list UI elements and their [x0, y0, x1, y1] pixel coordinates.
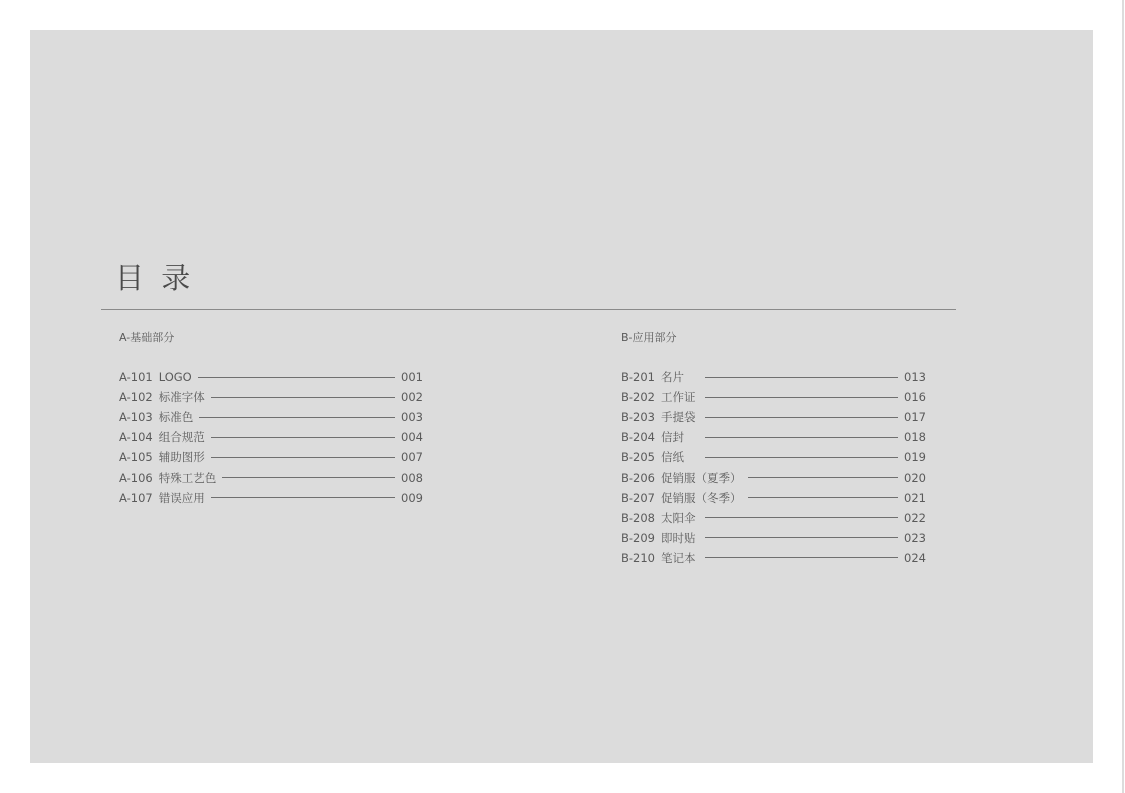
section-a-list	[119, 367, 423, 508]
entry-name: 信封	[661, 430, 684, 445]
toc-entry[interactable]	[119, 488, 423, 508]
entry-code: A-107	[119, 490, 153, 505]
entry-name: 信纸	[661, 450, 684, 465]
entry-page-number: 007	[401, 450, 423, 465]
entry-code: B-202	[621, 390, 655, 405]
entry-name: 特殊工艺色	[158, 470, 217, 485]
leader-line	[705, 537, 898, 538]
entry-code: B-207	[621, 490, 655, 505]
toc-entry[interactable]	[621, 447, 926, 467]
toc-entry[interactable]	[621, 548, 926, 568]
entry-code: A-105	[119, 450, 153, 465]
section-b-list	[621, 367, 926, 568]
section-a-heading: A-基础部分	[119, 331, 175, 344]
leader-line	[211, 397, 395, 398]
entry-code: A-102	[119, 390, 153, 405]
toc-entry[interactable]	[621, 488, 926, 508]
entry-code: B-210	[621, 550, 655, 565]
section-b-heading: B-应用部分	[621, 331, 677, 344]
entry-name: 错误应用	[158, 490, 205, 505]
title-divider	[101, 309, 956, 310]
leader-line	[748, 477, 899, 478]
leader-line	[705, 437, 898, 438]
toc-entry[interactable]	[119, 407, 423, 427]
entry-page-number: 002	[401, 390, 423, 405]
leader-line	[705, 557, 898, 558]
entry-name: 笔记本	[661, 550, 696, 565]
entry-name: 太阳伞	[661, 510, 696, 525]
entry-page-number: 001	[401, 370, 423, 385]
toc-entry[interactable]	[621, 508, 926, 528]
leader-line	[705, 417, 898, 418]
entry-page-number: 008	[401, 470, 423, 485]
entry-name: 即时贴	[661, 530, 696, 545]
entry-page-number: 004	[401, 430, 423, 445]
entry-page-number: 022	[904, 510, 926, 525]
entry-code: A-104	[119, 430, 153, 445]
entry-code: A-106	[119, 470, 153, 485]
toc-entry[interactable]	[621, 528, 926, 548]
entry-page-number: 020	[904, 470, 926, 485]
entry-page-number: 013	[904, 370, 926, 385]
leader-line	[705, 377, 898, 378]
toc-entry[interactable]	[119, 387, 423, 407]
toc-entry[interactable]	[621, 427, 926, 447]
entry-name: 名片	[661, 370, 684, 385]
toc-entry[interactable]	[119, 427, 423, 447]
entry-code: B-206	[621, 470, 655, 485]
toc-entry[interactable]	[621, 407, 926, 427]
entry-code: A-103	[119, 410, 153, 425]
entry-name: 促销服（冬季）	[661, 490, 742, 505]
leader-line	[211, 497, 395, 498]
entry-page-number: 009	[401, 490, 423, 505]
leader-line	[705, 457, 898, 458]
leader-line	[705, 517, 898, 518]
leader-line	[211, 437, 395, 438]
entry-page-number: 018	[904, 430, 926, 445]
entry-name: 工作证	[661, 390, 696, 405]
entry-name: LOGO	[158, 370, 192, 385]
toc-entry[interactable]	[621, 367, 926, 387]
entry-code: B-201	[621, 370, 655, 385]
leader-line	[198, 377, 395, 378]
entry-page-number: 017	[904, 410, 926, 425]
catalog-page	[30, 30, 1093, 763]
entry-page-number: 021	[904, 490, 926, 505]
entry-code: B-208	[621, 510, 655, 525]
entry-page-number: 023	[904, 530, 926, 545]
entry-name: 辅助图形	[158, 450, 205, 465]
toc-entry[interactable]	[621, 467, 926, 487]
entry-code: A-101	[119, 370, 153, 385]
entry-code: B-209	[621, 530, 655, 545]
entry-code: B-203	[621, 410, 655, 425]
toc-entry[interactable]	[119, 447, 423, 467]
leader-line	[199, 417, 395, 418]
toc-entry[interactable]	[119, 467, 423, 487]
entry-page-number: 016	[904, 390, 926, 405]
leader-line	[705, 397, 898, 398]
entry-name: 标准字体	[158, 390, 205, 405]
scrollbar-track[interactable]	[1122, 0, 1124, 793]
page-title: 目 录	[115, 261, 195, 295]
entry-page-number: 003	[401, 410, 423, 425]
leader-line	[211, 457, 395, 458]
leader-line	[222, 477, 395, 478]
entry-page-number: 019	[904, 450, 926, 465]
toc-entry[interactable]	[119, 367, 423, 387]
toc-entry[interactable]	[621, 387, 926, 407]
entry-name: 手提袋	[661, 410, 696, 425]
leader-line	[748, 497, 899, 498]
entry-name: 组合规范	[158, 430, 205, 445]
entry-code: B-204	[621, 430, 655, 445]
entry-name: 标准色	[158, 410, 194, 425]
entry-code: B-205	[621, 450, 655, 465]
entry-page-number: 024	[904, 550, 926, 565]
entry-name: 促销服（夏季）	[661, 470, 742, 485]
